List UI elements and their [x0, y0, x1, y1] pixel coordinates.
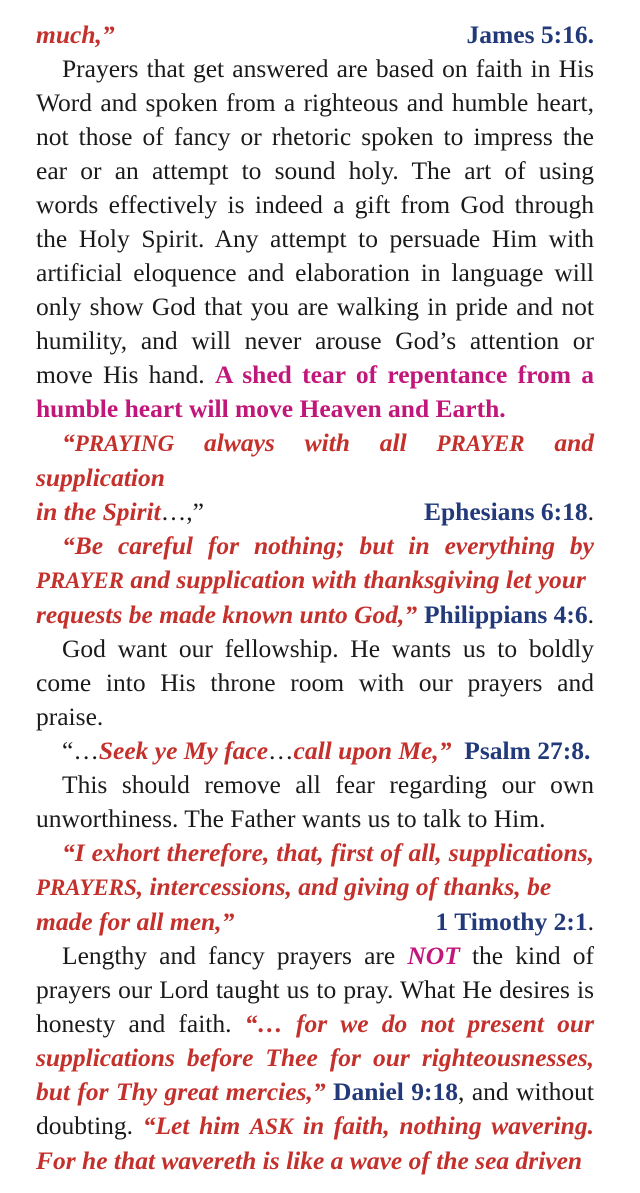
quote-text: “Let him — [142, 1111, 250, 1140]
quote-text: call upon Me,” — [293, 736, 452, 765]
quote-timothy-line3 — [36, 905, 594, 939]
quote-text: in the Spirit — [36, 497, 161, 526]
reference-text: 1 Timothy 2:1 — [435, 907, 588, 936]
small-caps-word: PRAYING — [74, 431, 175, 456]
reference-daniel: Daniel 9:18 — [333, 1077, 459, 1106]
small-caps-word: PRAYERS — [36, 875, 137, 900]
quote-line — [62, 736, 452, 765]
period: . — [587, 600, 594, 629]
quote-text: , intercessions, and giving of thanks, be — [136, 872, 552, 901]
quote-text: requests be made known unto God,” — [36, 600, 418, 629]
small-caps-word: PRAYER — [36, 568, 124, 593]
quote-psalm — [36, 734, 594, 768]
quote-text: made for all men,” — [36, 907, 235, 936]
scripture-fragment: much,” — [36, 20, 115, 49]
quote-daniel: “… for we do not present our supplications before Thee for our righteousnesses, but for Thy great mercies,” — [36, 1009, 594, 1106]
quote-text: and supplication with thanksgiving let your — [123, 565, 586, 594]
highlight-text: A shed tear of repentance from a humble heart will move Heaven and Earth. — [36, 360, 595, 423]
reference-philippians — [424, 598, 594, 632]
quote-line — [36, 495, 204, 529]
quote-open: “ — [62, 428, 75, 457]
quote-text: and supplication — [36, 428, 594, 492]
paragraph-text: Prayers that get answered are based on faith in His Word and spoken from a righteous and humble heart, not those of fancy or rhetoric spoken to impress the ear or an attempt to sound holy. The art of using words effectively is indeed a gift from God through the Holy Spirit. Any attempt to persuade Him with artificial eloquence and elaboration in language will only show God that you are walking in pride and not humility, and will never arouse God’s attention or move His hand. — [36, 54, 594, 389]
quote-text: in faith, nothing wavering. For he that wavereth is like a wave of the sea driven — [36, 1111, 594, 1175]
quote-philippians-line3 — [36, 598, 594, 632]
reference-psalm: Psalm 27:8. — [464, 736, 591, 765]
quote-text: “I exhort therefore, that, first of all, supplications, — [62, 838, 594, 867]
quote-text: Seek ye My face — [98, 736, 269, 765]
paragraph-lengthy-prayers — [36, 939, 594, 1178]
reference-timothy — [436, 905, 594, 939]
small-caps-word: ASK — [249, 1114, 294, 1139]
paragraph-unworthiness: This should remove all fear regarding our own unworthiness. The Father wants us to talk to Him. — [36, 770, 594, 833]
period: . — [587, 497, 594, 526]
quote-ephesians-line2 — [36, 495, 594, 529]
quote-philippians — [36, 529, 594, 598]
small-caps-word: PRAYER — [436, 431, 525, 456]
quote-text: “Be careful for nothing; but in everything by — [62, 531, 594, 560]
period: . — [587, 907, 594, 936]
emphasis-not: NOT — [407, 941, 460, 970]
paragraph-prayers-answered — [36, 52, 594, 426]
quote-ephesians — [36, 426, 594, 495]
paragraph-text: Lengthy and fancy prayers are — [62, 941, 408, 970]
paragraph-text: , and without doubting. — [36, 1077, 594, 1140]
verse-ending-james — [36, 18, 594, 52]
quote-text: “… — [62, 736, 99, 765]
ellipsis: … — [268, 736, 294, 765]
quote-tail: …,” — [160, 497, 204, 526]
reference-ephesians — [424, 495, 594, 529]
quote-text: always with all — [174, 428, 437, 457]
reference-james: James 5:16. — [466, 20, 594, 49]
paragraph-text: the kind of prayers our Lord taught us to pray. What He desires is honesty and faith. — [36, 941, 594, 1038]
paragraph-fellowship: God want our fellowship. He wants us to boldly come into His throne room with our prayers and praise. — [36, 634, 594, 731]
reference-text: Philippians 4:6 — [423, 600, 588, 629]
quote-timothy — [36, 836, 594, 905]
reference-text: Ephesians 6:18 — [423, 497, 588, 526]
